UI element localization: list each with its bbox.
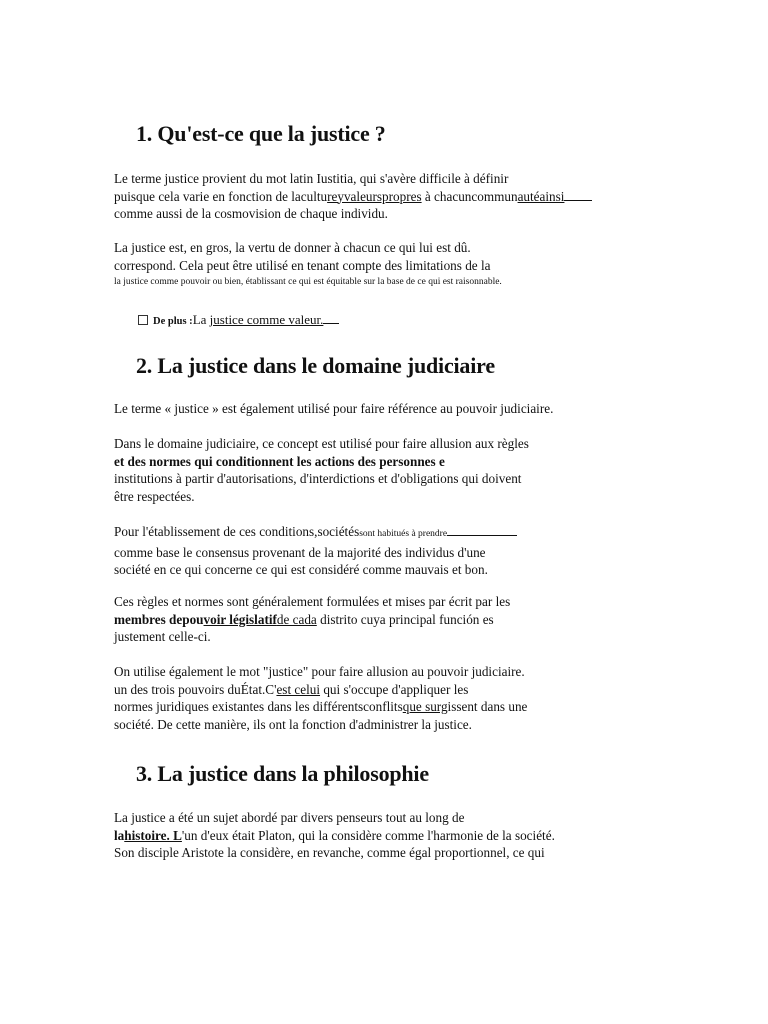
bullet-underlined-text: justice comme valeur. bbox=[209, 312, 324, 327]
bullet-item bbox=[138, 312, 339, 328]
text-line: correspond. Cela peut être utilisé en tenant compte des limitations de la bbox=[114, 257, 491, 273]
text-fragment: qui s'occupe d'appliquer les bbox=[320, 681, 469, 697]
text-line: société. De cette manière, ils ont la fonction d'administrer la justice. bbox=[114, 716, 472, 732]
text-line: La justice a été un sujet abordé par divers penseurs tout au long de bbox=[114, 810, 465, 825]
underlined-fragment: reyvaleurspropres bbox=[327, 188, 422, 204]
text-fragment: issent dans une bbox=[447, 699, 528, 714]
text-fragment: puisque cela varie en fonction de lacultu bbox=[114, 188, 328, 204]
text-line bbox=[114, 523, 614, 544]
bold-fragment: membres depou bbox=[114, 611, 204, 627]
text-line: être respectées. bbox=[114, 488, 195, 504]
text-fragment: 'un d'eux était Platon, qui la considère comme l'harmonie de la société. bbox=[181, 827, 555, 843]
bullet-lead: De plus : bbox=[153, 316, 193, 327]
bold-fragment: la bbox=[114, 827, 125, 843]
text-line: la justice comme pouvoir ou bien, établissant ce qui est équitable sur la base de ce qui est raisonnable. bbox=[114, 277, 502, 287]
bold-underlined-fragment: voir législatif bbox=[203, 611, 277, 627]
blank-underline bbox=[323, 312, 339, 324]
text-line: Le terme « justice » est également utilisé pour faire référence au pouvoir judiciaire. bbox=[114, 401, 554, 416]
text-line: comme base le consensus provenant de la majorité des individus d'une bbox=[114, 544, 486, 560]
underlined-fragment: que surg bbox=[402, 699, 448, 714]
paragraph-2-2 bbox=[114, 435, 614, 505]
paragraph-1-2 bbox=[114, 239, 614, 292]
text-line: institutions à partir d'autorisations, d'interdictions et d'obligations qui doivent bbox=[114, 471, 522, 486]
text-line: comme aussi de la cosmovision de chaque individu. bbox=[114, 206, 388, 221]
checkbox-bullet-icon bbox=[138, 315, 148, 325]
paragraph-2-1 bbox=[114, 400, 614, 418]
text-line bbox=[114, 611, 614, 629]
text-line bbox=[114, 188, 614, 206]
underlined-fragment: autéainsi bbox=[517, 188, 565, 204]
paragraph-2-5 bbox=[114, 663, 614, 733]
text-line-bold: et des normes qui conditionnent les actions des personnes e bbox=[114, 453, 445, 469]
blank-underline bbox=[564, 189, 592, 201]
bold-underlined-fragment: histoire. L bbox=[124, 827, 182, 843]
text-line: Le terme justice provient du mot latin Iustitia, qui s'avère difficile à définir bbox=[114, 171, 509, 186]
heading-section-2: 2. La justice dans le domaine judiciaire bbox=[136, 353, 495, 378]
paragraph-2-3 bbox=[114, 523, 614, 579]
text-line: On utilise également le mot "justice" pour faire allusion au pouvoir judiciaire. bbox=[114, 664, 525, 679]
text-line: Ces règles et normes sont généralement formulées et mises par écrit par les bbox=[114, 594, 511, 609]
text-line bbox=[114, 681, 614, 699]
heading-section-3: 3. La justice dans la philosophie bbox=[136, 761, 429, 786]
heading-section-1: 1. Qu'est-ce que la justice ? bbox=[136, 121, 386, 146]
text-line bbox=[114, 827, 614, 845]
paragraph-3-1 bbox=[114, 809, 614, 862]
text-fragment: sociétés bbox=[317, 524, 360, 539]
paragraph-1-1 bbox=[114, 170, 614, 223]
underlined-fragment: de cada bbox=[276, 611, 317, 627]
text-line: société en ce qui concerne ce qui est considéré comme mauvais et bon. bbox=[114, 562, 488, 577]
small-text-fragment: sont habitués à prendre bbox=[359, 529, 448, 539]
text-fragment: normes juridiques existantes dans les différentsconflits bbox=[114, 699, 403, 714]
text-fragment: Pour l'établissement de ces conditions, bbox=[114, 524, 318, 539]
text-line: La justice est, en gros, la vertu de donner à chacun ce qui lui est dû. bbox=[114, 240, 471, 255]
underlined-fragment: est celui bbox=[276, 681, 321, 697]
text-line: Son disciple Aristote la considère, en revanche, comme égal proportionnel, ce qui bbox=[114, 845, 545, 860]
text-fragment: un des trois pouvoirs duÉtat.C' bbox=[114, 681, 277, 697]
bullet-text: La bbox=[192, 312, 210, 327]
text-fragment: distrito cuya principal función es bbox=[316, 611, 494, 627]
blank-underline bbox=[447, 524, 517, 536]
text-fragment: à chacuncommun bbox=[421, 188, 518, 204]
paragraph-2-4 bbox=[114, 593, 614, 646]
text-line bbox=[114, 698, 614, 716]
text-line: justement celle-ci. bbox=[114, 629, 211, 644]
text-line: Dans le domaine judiciaire, ce concept est utilisé pour faire allusion aux règles bbox=[114, 436, 529, 451]
